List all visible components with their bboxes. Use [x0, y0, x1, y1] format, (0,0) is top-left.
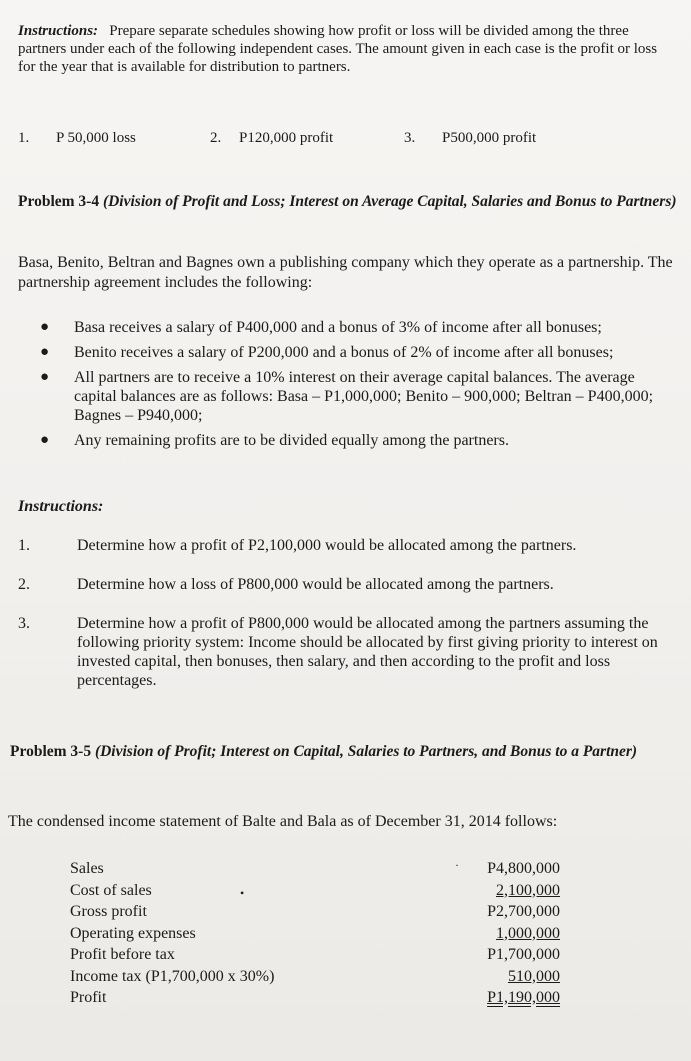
bullet-dot-icon: ● [40, 432, 50, 448]
statement-label: Income tax (P1,700,000 x 30%) [70, 967, 275, 985]
case-1-text: P 50,000 loss [56, 130, 136, 146]
problem-3-4-subtitle: (Division of Profit and Loss; Interest on Average Capital, Salaries and Bonus to Partners) [102, 193, 677, 210]
statement-amount: 510,000 [508, 967, 560, 985]
bullet-dot-icon: ● [40, 319, 50, 335]
bullet-text: Basa receives a salary of P400,000 and a bonus of 3% of income after all bonuses; [74, 319, 602, 336]
problem-3-5-subtitle: (Division of Profit; Interest on Capital, Salaries to Partners, and Bonus to a Partner) [94, 743, 638, 760]
instruction-text: Determine how a loss of P800,000 would be allocated among the partners. [77, 576, 554, 593]
income-statement [70, 858, 560, 1009]
problem-3-4-title: Problem 3-4 [18, 193, 100, 210]
statement-row [70, 923, 560, 945]
bullet-text: Benito receives a salary of P200,000 and a bonus of 2% of income after all bonuses; [74, 344, 614, 361]
instruction-item [18, 536, 678, 555]
statement-amount: P1,190,000 [487, 989, 560, 1006]
instruction-item [18, 614, 678, 690]
problem-3-5-heading [10, 742, 680, 762]
case-3-text: P500,000 profit [442, 130, 537, 146]
bullet-dot-icon: ● [40, 344, 50, 360]
case-2-text: P120,000 profit [239, 130, 334, 146]
instruction-text: Determine how a profit of P800,000 would be allocated among the partners assuming the following priority system: Income should be allocated by first giving priority to interest on invested capital, then bonuses, then salary, and then according to the profit and loss percentages. [77, 615, 658, 689]
instruction-num: 1. [18, 537, 30, 554]
statement-label: Profit before tax [70, 946, 175, 963]
intro-instructions-label: Instructions: [18, 23, 99, 39]
bullet-item [38, 318, 676, 337]
instruction-item [18, 575, 678, 594]
statement-row [70, 987, 560, 1009]
statement-row [70, 944, 560, 966]
instruction-text: Determine how a profit of P2,100,000 would be allocated among the partners. [77, 537, 577, 554]
case-1-num: 1. [18, 130, 30, 146]
statement-label: Operating expenses [70, 924, 196, 942]
bullet-item [38, 431, 676, 450]
statement-row [70, 901, 560, 923]
statement-label: Gross profit [70, 903, 147, 920]
instruction-num: 3. [18, 615, 30, 632]
problem-3-4-heading [18, 192, 678, 212]
intro-instructions-text: Prepare separate schedules showing how profit or loss will be divided among the three partners under each of the following independent cases. The amount given in each case is the profit or loss for the year that is available for distribution to partners. [18, 23, 658, 75]
bullet-dot-icon: ● [40, 369, 50, 385]
instruction-num: 2. [18, 576, 30, 593]
statement-label: Cost of sales [70, 881, 152, 899]
problem-3-4-instructions-list [18, 536, 678, 710]
problem-3-4-bullets [38, 318, 676, 456]
statement-row [70, 858, 560, 880]
stray-mark-icon: · [455, 858, 459, 872]
bullet-item [38, 343, 676, 362]
problem-3-5-title: Problem 3-5 [10, 743, 92, 760]
stray-mark-icon: • [240, 886, 245, 900]
problem-3-4-intro: Basa, Benito, Beltran and Bagnes own a publishing company which they operate as a partnership. The partnership agreement includes the following: [18, 254, 673, 291]
statement-row [70, 880, 560, 902]
statement-amount: 2,100,000 [496, 881, 560, 899]
bullet-item [38, 368, 676, 425]
statement-amount: P4,800,000 [487, 860, 560, 877]
statement-label: Sales [70, 860, 104, 877]
problem-3-5-intro: The condensed income statement of Balte and Bala as of December 31, 2014 follows: [8, 813, 558, 830]
case-3-num: 3. [404, 130, 416, 146]
bullet-text: All partners are to receive a 10% interest on their average capital balances. The average capital balances are as follows: Basa – P1,000,000; Benito – 900,000; Beltran – P400,000; Bagnes – P940,000; [74, 369, 654, 424]
bullet-text: Any remaining profits are to be divided equally among the partners. [74, 432, 509, 449]
statement-amount: P2,700,000 [487, 903, 560, 920]
statement-amount: 1,000,000 [496, 924, 560, 942]
statement-amount: P1,700,000 [487, 946, 560, 963]
statement-label: Profit [70, 989, 107, 1006]
problem-3-4-instructions-label: Instructions: [18, 498, 104, 515]
statement-row [70, 966, 560, 988]
case-2-num: 2. [210, 130, 222, 146]
intro-instructions [18, 22, 676, 76]
